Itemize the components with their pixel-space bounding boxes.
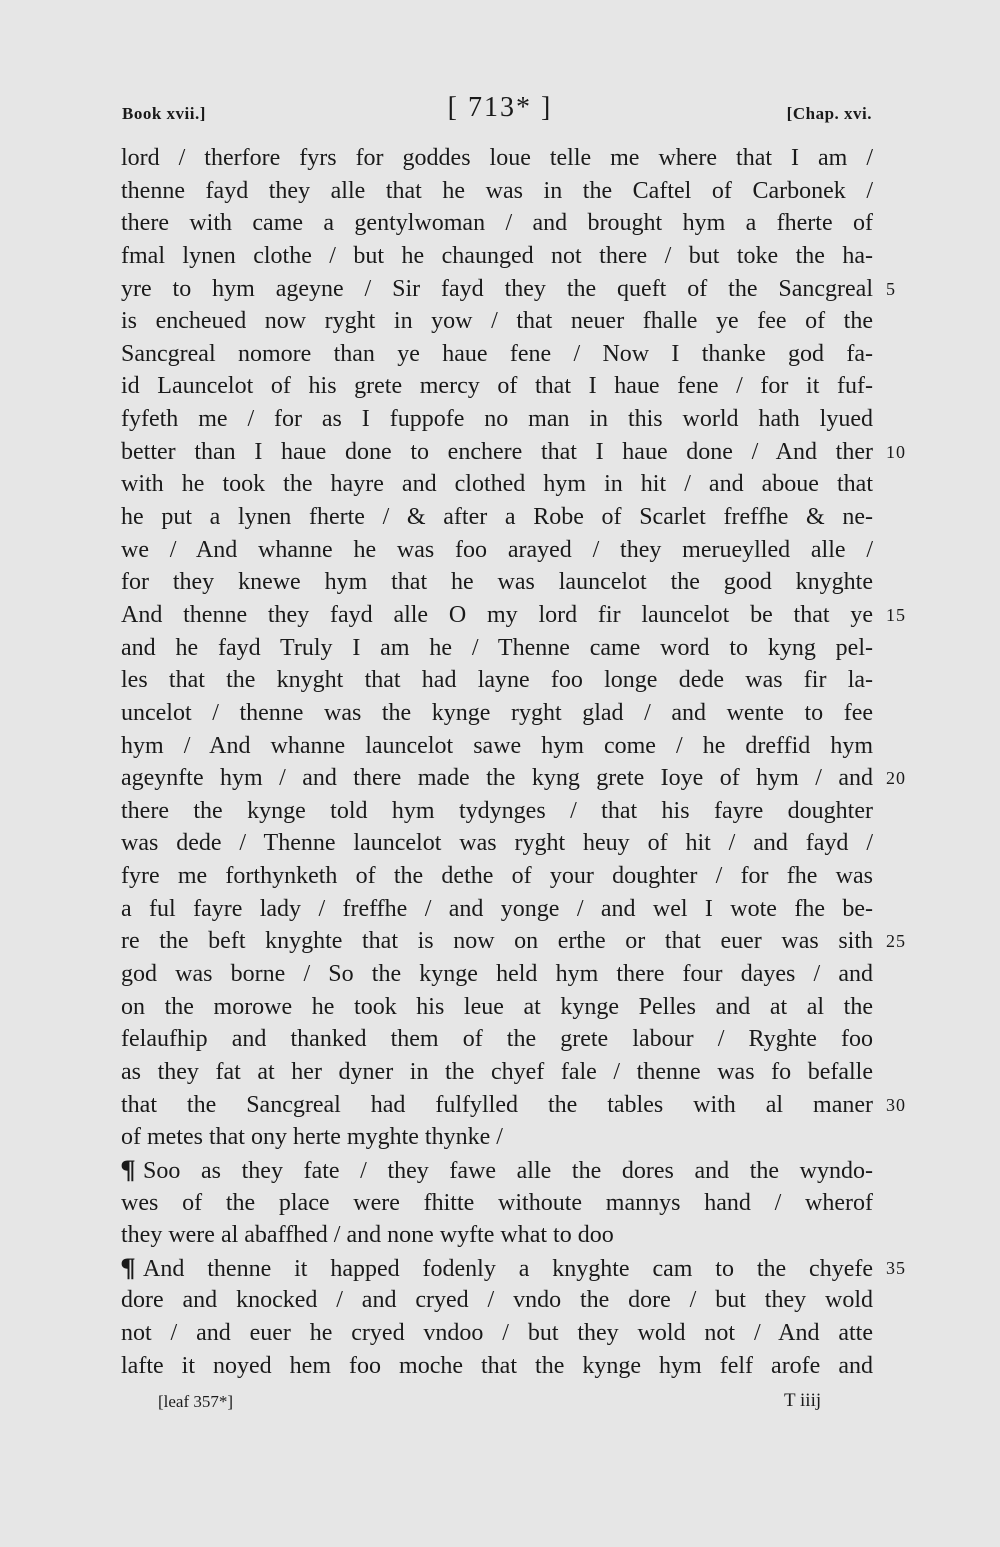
text-line: [121, 501, 873, 534]
text-line: [121, 827, 873, 860]
line-text: hym / And whanne launcelot sawe hym come / he dreffid hym: [121, 732, 873, 759]
text-line: [121, 534, 873, 567]
line-text: not / and euer he cryed vndoo / but they wold not / And atte: [121, 1320, 873, 1347]
text-line: [121, 370, 873, 403]
text-line: [121, 925, 906, 958]
line-text: for they knewe hym that he was launcelot the good knyghte: [121, 569, 873, 596]
text-line: [121, 632, 873, 665]
line-text: was dede / Thenne launcelot was ryght heuy of hit / and fayd /: [121, 830, 873, 857]
line-text: fmal lynen clothe / but he chaunged not there / but toke the ha-: [121, 242, 873, 269]
line-text: lord / therfore fyrs for goddes loue telle me where that I am /: [121, 145, 873, 171]
line-text: they were al abaffhed / and none wyfte what to doo: [121, 1222, 614, 1249]
text-line: [121, 795, 873, 828]
pilcrow-icon: ¶: [120, 1252, 136, 1282]
line-number: 30: [886, 1094, 906, 1115]
page-header: [0, 0, 1000, 140]
line-text: dore and knocked / and cryed / vndo the dore / but they wold: [121, 1287, 873, 1314]
line-text: that the Sancgreal had fulfylled the tables with al maner: [121, 1091, 873, 1118]
text-line: [121, 893, 873, 926]
text-line: [121, 1284, 873, 1317]
text-line: [121, 403, 873, 436]
chapter-label: [Chap. xvi.: [786, 104, 872, 123]
line-text: there the kynge told hym tydynges / that his fayre doughter: [121, 797, 873, 824]
line-text: And thenne it happed fodenly a knyghte cam to the chyefe: [143, 1255, 873, 1282]
signature-mark: T iiij: [784, 1390, 822, 1411]
text-line: [121, 1350, 873, 1383]
text-line: [121, 1056, 873, 1089]
text-line: [121, 860, 873, 893]
line-text: god was borne / So the kynge held hym there four dayes / and: [121, 961, 873, 988]
text-line: [121, 1154, 873, 1187]
pilcrow-icon: ¶: [120, 1154, 136, 1184]
text-line: [121, 697, 873, 730]
text-line: [121, 1023, 873, 1056]
text-line: [121, 1089, 906, 1122]
line-text: and he fayd Truly I am he / Thenne came word to kyng pel-: [121, 634, 873, 661]
text-line: [121, 1121, 873, 1154]
line-text: wes of the place were fhitte withoute mannys hand / wherof: [121, 1189, 873, 1216]
line-text: fyre me forthynketh of the dethe of your doughter / for fhe was: [121, 863, 873, 890]
text-line: [121, 762, 906, 795]
line-text: thenne fayd they alle that he was in the Caftel of Carbonek /: [121, 177, 873, 204]
line-number: 15: [886, 604, 906, 625]
line-text: as they fat at her dyner in the chyef fale / thenne was fo befalle: [121, 1058, 873, 1085]
leaf-note: [leaf 357*]: [158, 1392, 234, 1411]
line-text: And thenne they fayd alle O my lord fir launcelot be that ye: [121, 601, 873, 628]
line-number: 25: [886, 931, 906, 952]
line-text: uncelot / thenne was the kynge ryght glad / and wente to fee: [121, 699, 873, 726]
text-line: [121, 958, 873, 991]
body-text: [120, 142, 906, 1382]
text-line: [121, 664, 873, 697]
line-number: 10: [886, 441, 906, 462]
line-number: 35: [886, 1257, 906, 1278]
line-text: les that the knyght that had layne foo longe dede was fir la-: [121, 667, 873, 694]
text-line: [121, 436, 906, 469]
line-text: id Launcelot of his grete mercy of that I haue fene / for it fuf-: [121, 373, 873, 400]
line-text: Sancgreal nomore than ye haue fene / Now I thanke god fa-: [121, 340, 873, 367]
line-text: on the morowe he took his leue at kynge Pelles and at al the: [121, 993, 873, 1020]
text-line: [121, 305, 873, 338]
text-line: [120, 1252, 906, 1285]
line-text: of metes that ony herte myghte thynke /: [121, 1124, 503, 1151]
line-text: fyfeth me / for as I fuppofe no man in this world hath lyued: [121, 406, 873, 433]
line-text: with he took the hayre and clothed hym in hit / and aboue that: [121, 471, 873, 498]
line-text: a ful fayre lady / freffhe / and yonge / and wel I wote fhe be-: [121, 895, 873, 922]
line-text: is encheued now ryght in yow / that neuer fhalle ye fee of the: [121, 308, 873, 335]
book-label: Book xvii.]: [122, 104, 206, 123]
text-line: [121, 1187, 873, 1220]
line-text: we / And whanne he was foo arayed / they merueylled alle /: [121, 536, 873, 563]
text-line: [121, 991, 873, 1024]
line-number: 20: [886, 768, 906, 789]
text-line: [121, 338, 873, 371]
line-text: yre to hym ageyne / Sir fayd they the queft of the Sancgreal: [121, 275, 873, 302]
text-line: [121, 207, 873, 240]
text-line: [121, 175, 873, 208]
line-text: Soo as they fate / they fawe alle the dores and the wyndo-: [143, 1157, 873, 1184]
page-number: [ 713* ]: [447, 92, 553, 123]
line-text: he put a lynen fherte / & after a Robe of Scarlet freffhe & ne-: [121, 504, 873, 531]
text-line: [121, 1219, 873, 1252]
text-line: [121, 240, 873, 273]
text-line: [121, 730, 873, 763]
line-text: lafte it noyed hem foo moche that the kynge hym felf arofe and: [121, 1352, 873, 1379]
text-line: [121, 273, 896, 306]
text-line: [121, 599, 906, 632]
line-text: felaufhip and thanked them of the grete labour / Ryghte foo: [121, 1026, 873, 1053]
text-line: [121, 1317, 873, 1350]
text-line: [121, 566, 873, 599]
text-line: [121, 142, 873, 175]
line-text: re the beft knyghte that is now on erthe or that euer was sith: [121, 928, 873, 955]
line-text: there with came a gentylwoman / and brought hym a fherte of: [121, 210, 873, 237]
line-text: ageynfte hym / and there made the kyng grete Ioye of hym / and: [121, 765, 873, 792]
line-number: 5: [886, 278, 896, 299]
line-text: better than I haue done to enchere that I haue done / And ther: [121, 438, 873, 465]
text-line: [121, 468, 873, 501]
